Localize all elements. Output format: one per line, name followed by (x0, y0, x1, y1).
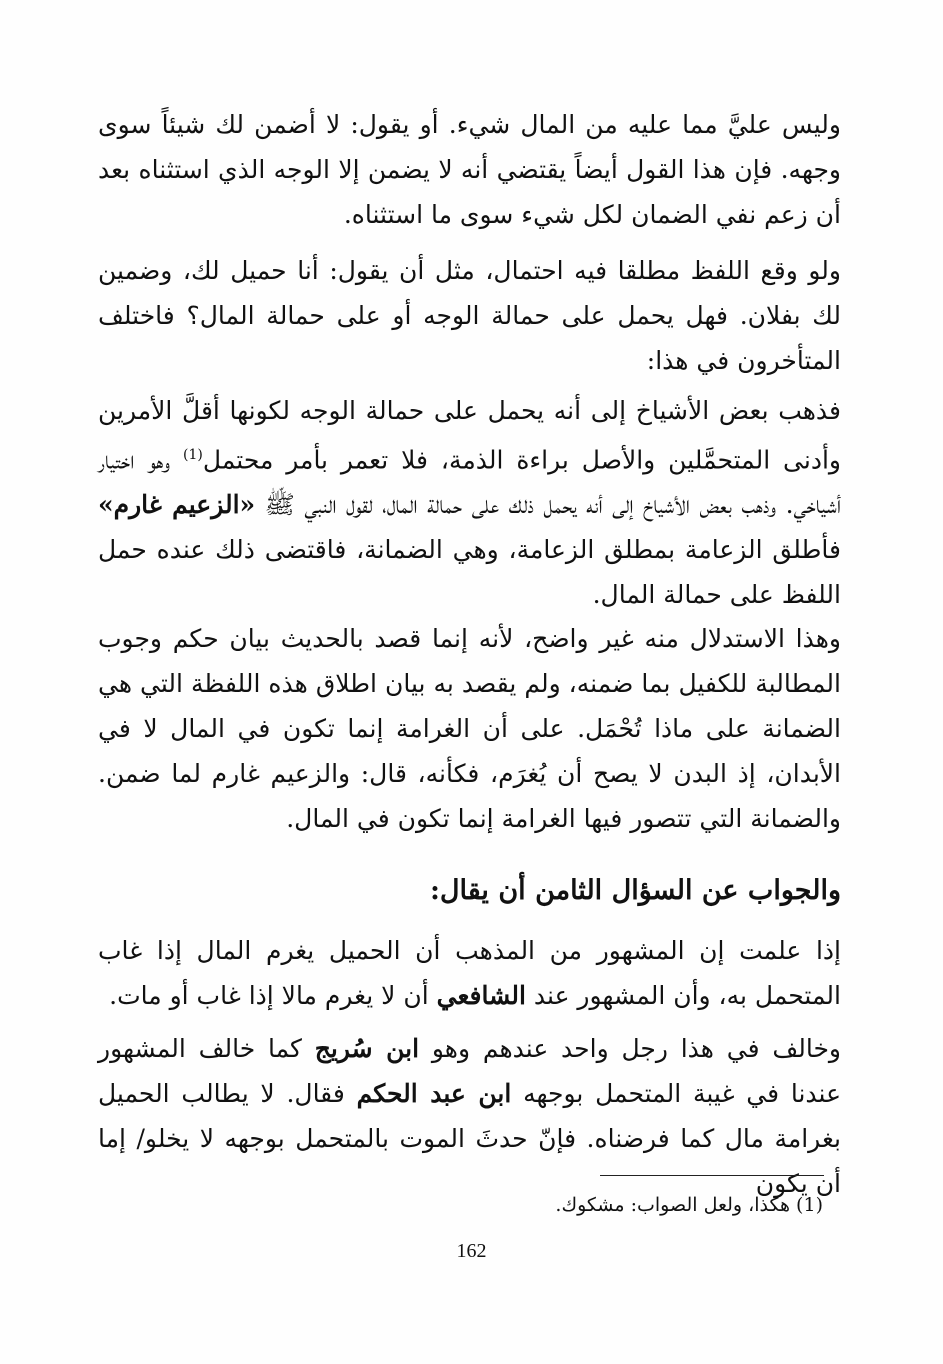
paragraph-4 (98, 616, 841, 841)
paragraph-6-text-c: فقال. لا يطالب الحميل بغرامة مال كما فرضناه. فإنّ حدثَ الموت بالمتحمل بوجهه لا يخلو/ إما أن يكون (98, 1079, 841, 1198)
name-ibn-abd-al-hakam: ابن عبد الحكم (356, 1079, 512, 1108)
paragraph-4-text: وهذا الاستدلال منه غير واضح، لأنه إنما قصد بالحديث بيان حكم وجوب المطالبة للكفيل بما ضمنه، ولم يقصد به بيان اطلاق هذه اللفظة التي هي الضمانة على ماذا تُحْمَل. على أن الغرامة إنما تكون في المال لا في الأبدان، إذ البدن لا يصح أن يُغرَم، فكأنه، قال: والزعيم غارم لما ضمن. والضمانة التي تتصور فيها الغرامة إنما تكون في المال. (98, 624, 841, 833)
paragraph-1 (98, 102, 841, 237)
name-shafii: الشافعي (436, 981, 526, 1010)
paragraph-6-text-a: وخالف في هذا رجل واحد عندهم وهو (419, 1034, 841, 1063)
paragraph-5-text-a: إذا علمت إن المشهور من المذهب أن الحميل يغرم المال إذا غاب المتحمل به، وأن المشهور عند (98, 936, 841, 1010)
paragraph-1-text: وليس عليَّ مما عليه من المال شيء. أو يقول: لا أضمن لك شيئاً سوى وجهه. فإن هذا القول أيضاً يقتضي أنه لا يضمن إلا الوجه الذي استثناه بعد أن زعم نفي الضمان لكل شيء سوى ما استثناه. (98, 110, 841, 229)
name-ibn-surayj: ابن سُريج (314, 1034, 420, 1063)
paragraph-5 (98, 928, 841, 1018)
paragraph-2 (98, 248, 841, 383)
paragraph-3-text-c: فأطلق الزعامة بمطلق الزعامة، وهي الضمانة، فاقتضى ذلك عنده حمل اللفظ على حمالة المال. (98, 535, 841, 610)
paragraph-3-text-a: فذهب بعض الأشياخ إلى أنه يحمل على حمالة الوجه لكونها أقلَّ الأمرين وأدنى المتحمَّلين والأصل براءة الذمة، فلا تعمر بأمر محتمل (98, 396, 841, 475)
paragraph-3-text-b: وهو اختيار أشياخي. وذهب بعض الأشياخ إلى أنه يحمل ذلك على حمالة المال، لقول النبي ﷺ (98, 445, 841, 520)
page-number: 162 (456, 1240, 487, 1262)
paragraph-6-text-b: كما خالف المشهور عندنا في غيبة المتحمل بوجهه (98, 1034, 842, 1108)
footnote-divider (600, 1175, 824, 1176)
hadith-quote: «الزعيم غارم» (98, 490, 256, 520)
paragraph-2-text: ولو وقع اللفظ مطلقا فيه احتمال، مثل أن يقول: أنا حميل لك، وضمين لك بفلان. فهل يحمل على حمالة الوجه أو على حمالة المال؟ فاختلف المتأخرون في هذا: (98, 256, 841, 375)
section-heading: والجواب عن السؤال الثامن أن يقال: (429, 875, 841, 906)
footnote-marker: (1) (183, 447, 203, 463)
paragraph-3 (98, 388, 841, 617)
paragraph-6 (98, 1026, 841, 1206)
footnote: (1) هكذا، ولعل الصواب: مشكوك. (555, 1194, 823, 1216)
paragraph-5-text-b: أن لا يغرم مالا إذا غاب أو مات. (109, 981, 437, 1010)
